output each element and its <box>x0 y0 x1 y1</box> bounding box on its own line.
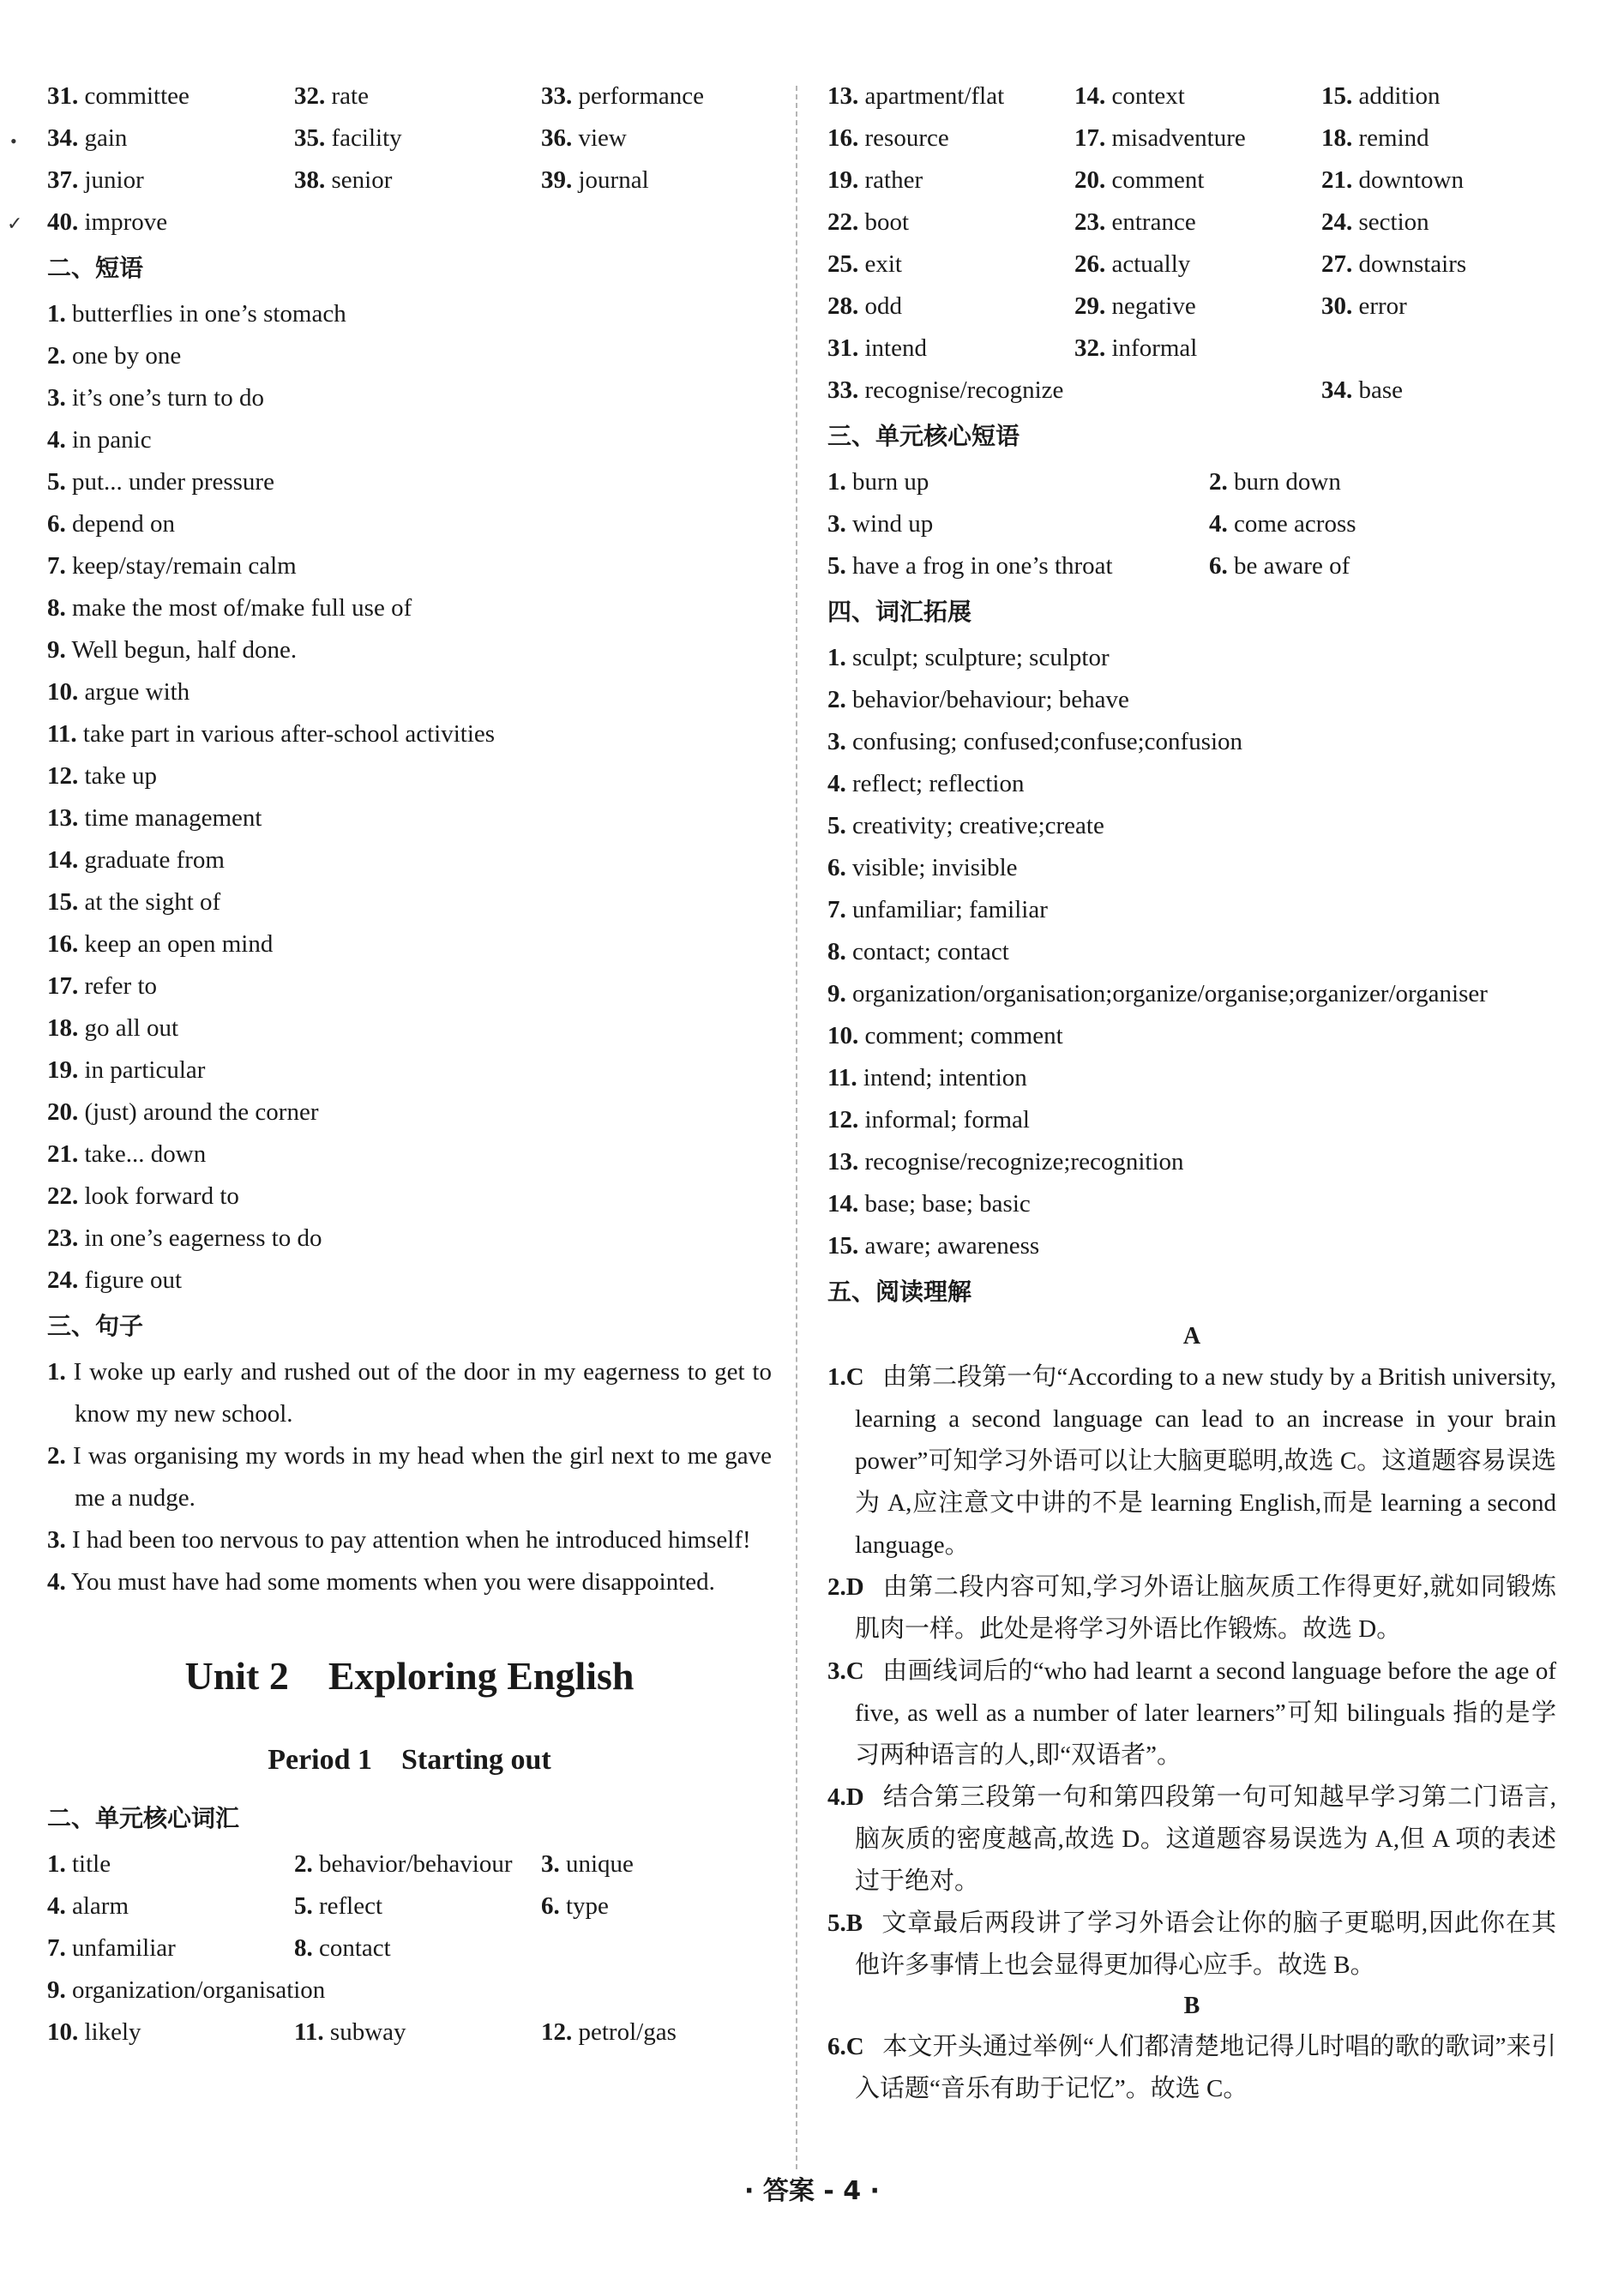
item-text: look forward to <box>84 1182 239 1210</box>
item-text: keep an open mind <box>84 930 274 958</box>
item-text: sculpt; sculpture; sculptor <box>852 644 1110 671</box>
item-number: 12. <box>827 1106 859 1133</box>
item-number: 3. <box>827 728 846 755</box>
expansion-item <box>827 1099 1556 1141</box>
item-text: I woke up early and rushed out of the door in my eagerness to get to know my new school. <box>73 1358 772 1428</box>
item-text: 文章最后两段讲了学习外语会让你的脑子更聪明,因此你在其他许多事情上也会显得更加得心应手。故选 B。 <box>855 1909 1556 1979</box>
item-text: organization/organisation;organize/organise;organizer/organiser <box>852 980 1488 1007</box>
answer-item <box>827 1903 1556 1987</box>
item-number: 4. <box>47 1568 66 1596</box>
vocab-item: 37. junior <box>47 166 144 194</box>
vocab-item: 12. petrol/gas <box>541 2018 677 2046</box>
item-number: 4. <box>47 426 66 454</box>
item-text: confusing; confused;confuse;confusion <box>852 728 1243 755</box>
vocab-item <box>541 1927 772 1969</box>
item-text: visible; invisible <box>852 854 1018 881</box>
vocab-item <box>1321 328 1556 370</box>
vocab-item: 34. gain <box>47 124 128 152</box>
item-number: 2.D <box>827 1573 864 1601</box>
expansion-item <box>827 1015 1556 1057</box>
phrase-item: 2. burn down <box>1209 468 1341 496</box>
vocab-item: 8. contact <box>294 1934 391 1962</box>
answers-list <box>827 1356 1556 1987</box>
vocab-item: 32. informal <box>1074 334 1198 362</box>
item-number: 7. <box>47 552 66 580</box>
section-heading: 五、阅读理解 <box>827 1278 972 1306</box>
item-number: 19. <box>47 1056 79 1084</box>
expansion-item <box>827 805 1556 847</box>
phrase-item <box>47 671 772 713</box>
item-number: 14. <box>47 846 79 874</box>
phrase-item <box>47 1260 772 1302</box>
answer-item <box>827 2026 1556 2110</box>
core-phrases-grid <box>827 461 1556 587</box>
item-number: 4. <box>827 770 846 797</box>
expansion-item <box>827 889 1556 931</box>
expansion-item <box>827 1183 1556 1225</box>
sentence-item <box>47 1519 772 1561</box>
vocab-item: 11. subway <box>294 2018 406 2046</box>
vocab-item: 32. rate <box>294 82 369 110</box>
phrase-item <box>47 503 772 545</box>
section-heading: 四、词汇拓展 <box>827 598 972 626</box>
item-text: contact; contact <box>852 938 1009 965</box>
item-text: (just) around the corner <box>84 1098 319 1126</box>
item-number: 5. <box>827 812 846 839</box>
vocab-item: 2. behavior/behaviour <box>294 1850 513 1878</box>
item-number: 3. <box>47 384 66 412</box>
phrase-item <box>47 881 772 923</box>
item-number: 1.C <box>827 1363 864 1391</box>
item-number: 1. <box>47 300 66 328</box>
answer-item <box>827 1566 1556 1651</box>
page-footer: · 答案 - 4 · <box>744 2176 880 2206</box>
phrase-item <box>47 419 772 461</box>
vocab-item: 6. type <box>541 1892 609 1920</box>
phrase-item <box>47 755 772 797</box>
item-text: 由第二段内容可知,学习外语让脑灰质工作得更好,就如同锻炼肌肉一样。此处是将学习外语比作锻炼。故选 D。 <box>855 1573 1557 1643</box>
expansion-item <box>827 763 1556 805</box>
answer-item <box>827 1651 1556 1777</box>
sentence-item <box>47 1351 772 1435</box>
item-number: 4.D <box>827 1783 864 1811</box>
item-text: it’s one’s turn to do <box>72 384 264 412</box>
vocab-item: 18. remind <box>1321 124 1429 152</box>
item-number: 13. <box>47 804 79 832</box>
item-text: one by one <box>72 342 182 370</box>
phrase-item <box>47 1091 772 1133</box>
item-text: 由画线词后的“who had learnt a second language before the age of five, as well as a number of later learners”可知 bilinguals 指的是学习两种语言的人,即“双语者”。 <box>855 1657 1556 1769</box>
vocab-item: 29. negative <box>1074 292 1196 320</box>
vocab-item: 17. misadventure <box>1074 124 1246 152</box>
answer-item <box>827 1356 1556 1566</box>
item-number: 1. <box>827 644 846 671</box>
vocab-item: 5. reflect <box>294 1892 383 1920</box>
item-text: creativity; creative;create <box>852 812 1104 839</box>
vocab-item: 39. journal <box>541 166 649 194</box>
phrase-item <box>47 1176 772 1218</box>
vocab-item: 36. view <box>541 124 627 152</box>
vocab-item: 3. unique <box>541 1850 634 1878</box>
item-text: take part in various after-school activities <box>82 720 496 748</box>
item-number: 2. <box>827 686 846 713</box>
item-number: 14. <box>827 1190 859 1218</box>
vocab-item: 33. recognise/recognize <box>827 376 1064 404</box>
item-text: take up <box>84 762 158 790</box>
item-text: at the sight of <box>84 888 221 916</box>
sentences-list <box>47 1351 772 1603</box>
item-number: 1. <box>47 1358 66 1386</box>
right-column <box>827 75 1556 2110</box>
vocab-item: 16. resource <box>827 124 949 152</box>
item-text: reflect; reflection <box>852 770 1025 797</box>
phrase-item: 6. be aware of <box>1209 552 1350 580</box>
vocab-item: 38. senior <box>294 166 393 194</box>
item-number: 6. <box>827 854 846 881</box>
item-number: 6.C <box>827 2033 864 2060</box>
section-heading: 三、句子 <box>47 1312 144 1340</box>
item-text: butterflies in one’s stomach <box>72 300 346 328</box>
vocab-item: 31. intend <box>827 334 927 362</box>
item-number: 3.C <box>827 1657 864 1685</box>
vocab-item: 15. addition <box>1321 82 1441 110</box>
vocab-item: 27. downstairs <box>1321 250 1467 278</box>
item-text: time management <box>84 804 262 832</box>
item-number: 22. <box>47 1182 79 1210</box>
item-text: go all out <box>84 1014 179 1042</box>
item-number: 11. <box>47 720 77 748</box>
item-text: 结合第三段第一句和第四段第一句可知越早学习第二门语言,脑灰质的密度越高,故选 D。这道题容易误选为 A,但 A 项的表述过于绝对。 <box>855 1783 1556 1895</box>
expansion-item <box>827 1141 1556 1183</box>
item-text: in particular <box>84 1056 206 1084</box>
item-number: 2. <box>47 1442 66 1470</box>
vocab-item: 4. alarm <box>47 1892 129 1920</box>
expansion-item <box>827 679 1556 721</box>
phrase-item <box>47 629 772 671</box>
item-text: take... down <box>84 1140 207 1168</box>
vocab-item: 33. performance <box>541 82 705 110</box>
item-text: base; base; basic <box>864 1190 1031 1218</box>
vocab-item: 34. base <box>1321 376 1404 404</box>
vocab-item: 21. downtown <box>1321 166 1464 194</box>
vocab-item: 35. facility <box>294 124 402 152</box>
item-text: informal; formal <box>864 1106 1030 1133</box>
sentence-item <box>47 1435 772 1519</box>
item-text: aware; awareness <box>864 1232 1040 1260</box>
item-text: argue with <box>84 678 190 706</box>
item-number: 6. <box>47 510 66 538</box>
phrase-item: 3. wind up <box>827 510 934 538</box>
item-number: 17. <box>47 972 79 1000</box>
vocab-item: 19. rather <box>827 166 923 194</box>
expansion-item <box>827 931 1556 973</box>
item-text: comment; comment <box>864 1022 1063 1049</box>
vocab-item: 24. section <box>1321 208 1429 236</box>
section-heading: 二、短语 <box>47 254 144 282</box>
item-text: 本文开头通过举例“人们都清楚地记得儿时唱的歌的歌词”来引入话题“音乐有助于记忆”。故选 C。 <box>855 2033 1557 2102</box>
phrase-item <box>47 335 772 377</box>
vocab-item: 22. boot <box>827 208 910 236</box>
item-text: 由第二段第一句“According to a new study by a British university, learning a second language can lead to an increase in your brain power”可知学习外语可以让大脑更聪明,故选 C。这道题容易误选为 A,应注意文中讲的不是 learning English,而是 learning a second language。 <box>855 1363 1556 1559</box>
vocab-item: 1. title <box>47 1850 111 1878</box>
vocab-grid <box>827 75 1556 412</box>
phrases-list <box>47 293 772 1302</box>
left-column <box>47 75 772 2053</box>
unit-title: Unit 2 Exploring English <box>184 1654 635 1698</box>
margin-check-mark-icon: ✓ <box>7 213 23 234</box>
item-number: 8. <box>827 938 846 965</box>
vocab-item: 13. apartment/flat <box>827 82 1005 110</box>
expansion-item <box>827 847 1556 889</box>
phrase-item <box>47 293 772 335</box>
item-number: 9. <box>827 980 846 1007</box>
vocab-item: 20. comment <box>1074 166 1205 194</box>
vocab-item: 25. exit <box>827 250 902 278</box>
phrase-item <box>47 1049 772 1091</box>
phrase-item <box>47 1007 772 1049</box>
phrase-item: 5. have a frog in one’s throat <box>827 552 1113 580</box>
expansion-item <box>827 1225 1556 1267</box>
item-text: I had been too nervous to pay attention when he introduced himself! <box>72 1526 751 1554</box>
phrase-item <box>47 965 772 1007</box>
item-number: 15. <box>827 1232 859 1260</box>
item-text: put... under pressure <box>72 468 274 496</box>
phrase-item <box>47 923 772 965</box>
vocab-item: 26. actually <box>1074 250 1191 278</box>
item-number: 5.B <box>827 1909 863 1937</box>
phrase-item <box>47 1218 772 1260</box>
item-text: behavior/behaviour; behave <box>852 686 1129 713</box>
item-text: graduate from <box>84 846 225 874</box>
vocab-item: 28. odd <box>827 292 902 320</box>
section-heading: 二、单元核心词汇 <box>47 1804 240 1832</box>
item-number: 15. <box>47 888 79 916</box>
phrase-item: 1. burn up <box>827 468 929 496</box>
phrase-item: 4. come across <box>1209 510 1356 538</box>
item-number: 11. <box>827 1064 857 1091</box>
phrase-item <box>47 1133 772 1176</box>
passage-label: A <box>1182 1323 1201 1350</box>
item-number: 10. <box>827 1022 859 1049</box>
item-number: 24. <box>47 1266 79 1294</box>
expansion-list <box>827 637 1556 1267</box>
expansion-item <box>827 637 1556 679</box>
sentence-item <box>47 1561 772 1603</box>
item-number: 18. <box>47 1014 79 1042</box>
item-text: You must have had some moments when you were disappointed. <box>70 1568 715 1596</box>
item-text: figure out <box>84 1266 183 1294</box>
item-number: 8. <box>47 594 66 622</box>
item-number: 12. <box>47 762 79 790</box>
phrase-item <box>47 377 772 419</box>
item-text: intend; intention <box>863 1064 1027 1091</box>
vocab-item: 10. likely <box>47 2018 141 2046</box>
item-number: 3. <box>47 1526 66 1554</box>
item-number: 7. <box>827 896 846 923</box>
section-heading: 三、单元核心短语 <box>827 422 1020 450</box>
phrase-item <box>47 797 772 839</box>
passage-label: B <box>1183 1993 1200 2019</box>
phrase-item <box>47 839 772 881</box>
item-text: recognise/recognize;recognition <box>864 1148 1184 1176</box>
item-text: refer to <box>84 972 158 1000</box>
item-text: make the most of/make full use of <box>72 594 412 622</box>
vocab-item: 40. improve <box>47 208 168 236</box>
item-number: 10. <box>47 678 79 706</box>
item-number: 9. <box>47 636 66 664</box>
item-text: Well begun, half done. <box>71 636 298 664</box>
column-divider <box>796 86 797 2169</box>
item-text: in one’s eagerness to do <box>84 1224 322 1252</box>
answer-item <box>827 1777 1556 1903</box>
vocab-item: 31. committee <box>47 82 189 110</box>
phrase-item <box>47 461 772 503</box>
item-number: 2. <box>47 342 66 370</box>
item-number: 21. <box>47 1140 79 1168</box>
expansion-item <box>827 973 1556 1015</box>
phrase-item <box>47 587 772 629</box>
item-number: 20. <box>47 1098 79 1126</box>
item-text: I was organising my words in my head when the girl next to me gave me a nudge. <box>72 1442 773 1512</box>
period-title: Period 1 Starting out <box>268 1744 551 1776</box>
vocab-item: 9. organization/organisation <box>47 1976 326 2004</box>
item-number: 5. <box>47 468 66 496</box>
phrase-item <box>47 545 772 587</box>
item-text: unfamiliar; familiar <box>852 896 1048 923</box>
vocab-item: 14. context <box>1074 82 1185 110</box>
vocab-item: 7. unfamiliar <box>47 1934 176 1962</box>
vocab-top-grid <box>47 75 772 244</box>
phrase-item <box>47 713 772 755</box>
expansion-item <box>827 1057 1556 1099</box>
expansion-item <box>827 721 1556 763</box>
vocab-item: 30. error <box>1321 292 1407 320</box>
item-number: 23. <box>47 1224 79 1252</box>
item-text: in panic <box>72 426 152 454</box>
item-text: keep/stay/remain calm <box>72 552 297 580</box>
answers-list <box>827 2026 1556 2110</box>
vocab-item: 23. entrance <box>1074 208 1196 236</box>
item-number: 16. <box>47 930 79 958</box>
item-number: 13. <box>827 1148 859 1176</box>
margin-dot: • <box>10 130 17 152</box>
item-text: depend on <box>72 510 175 538</box>
core-vocab-grid <box>47 1843 772 2053</box>
